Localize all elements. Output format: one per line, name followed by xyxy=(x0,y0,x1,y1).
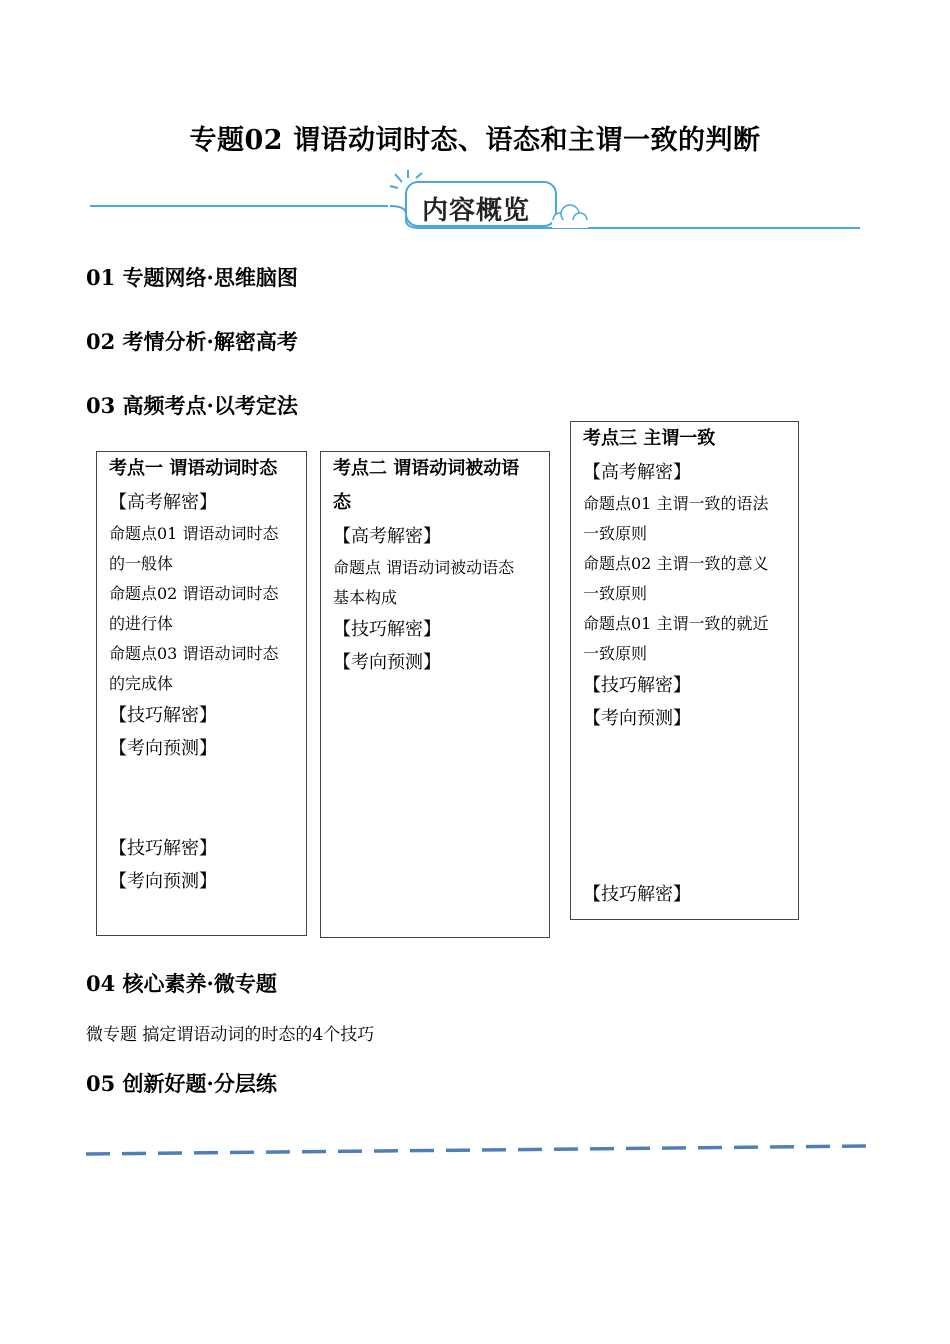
micro-topic-line: 微专题 搞定谓语动词的时态的4个技巧 xyxy=(86,1025,375,1045)
key-point-box-agreement xyxy=(570,421,799,920)
list-item: 命题点01 谓语动词时态 xyxy=(109,524,279,543)
box-heading: 考点一 谓语动词时态 xyxy=(109,458,278,479)
cloud-icon xyxy=(552,205,588,228)
section-tag: 【高考解密】 xyxy=(109,492,217,513)
section-tag: 【考向预测】 xyxy=(109,871,217,892)
list-item: 一致原则 xyxy=(583,644,648,663)
section-tag: 【技巧解密】 xyxy=(583,884,691,905)
section-tag: 【技巧解密】 xyxy=(583,675,691,696)
page-title: 专题02 谓语动词时态、语态和主谓一致的判断 xyxy=(189,125,761,156)
dashed-divider xyxy=(86,1138,868,1158)
list-item: 一致原则 xyxy=(583,584,648,603)
box-heading: 态 xyxy=(333,492,351,513)
list-item: 命题点01 主谓一致的就近 xyxy=(583,614,769,633)
section-exam-analysis: 02 考情分析·解密高考 xyxy=(86,329,298,354)
list-item: 一致原则 xyxy=(583,524,648,543)
list-item: 命题点 谓语动词被动语态 xyxy=(333,558,515,577)
list-item: 的一般体 xyxy=(109,554,174,573)
sparkle-icon xyxy=(390,170,422,188)
key-point-box-passive xyxy=(320,451,550,938)
section-tag: 【高考解密】 xyxy=(333,526,441,547)
section-tag: 【考向预测】 xyxy=(333,652,441,673)
banner-label: 内容概览 xyxy=(422,196,531,226)
list-item: 基本构成 xyxy=(333,588,398,607)
section-tag: 【技巧解密】 xyxy=(109,838,217,859)
section-micro-topic: 04 核心素养·微专题 xyxy=(86,971,277,996)
key-point-box-tense xyxy=(96,451,307,936)
section-key-points: 03 高频考点·以考定法 xyxy=(86,393,298,418)
section-tag: 【考向预测】 xyxy=(583,708,691,729)
section-tag: 【高考解密】 xyxy=(583,462,691,483)
list-item: 命题点02 主谓一致的意义 xyxy=(583,554,769,573)
section-practice: 05 创新好题·分层练 xyxy=(86,1071,277,1096)
section-tag: 【考向预测】 xyxy=(109,738,217,759)
list-item: 命题点02 谓语动词时态 xyxy=(109,584,279,603)
box-heading: 考点三 主谓一致 xyxy=(583,428,716,449)
section-tag: 【技巧解密】 xyxy=(109,705,217,726)
section-mind-map: 01 专题网络·思维脑图 xyxy=(86,265,298,290)
list-item: 的进行体 xyxy=(109,614,174,633)
box-heading: 考点二 谓语动词被动语 xyxy=(333,458,520,479)
list-item: 命题点03 谓语动词时态 xyxy=(109,644,279,663)
section-tag: 【技巧解密】 xyxy=(333,619,441,640)
list-item: 命题点01 主谓一致的语法 xyxy=(583,494,769,513)
list-item: 的完成体 xyxy=(109,674,174,693)
